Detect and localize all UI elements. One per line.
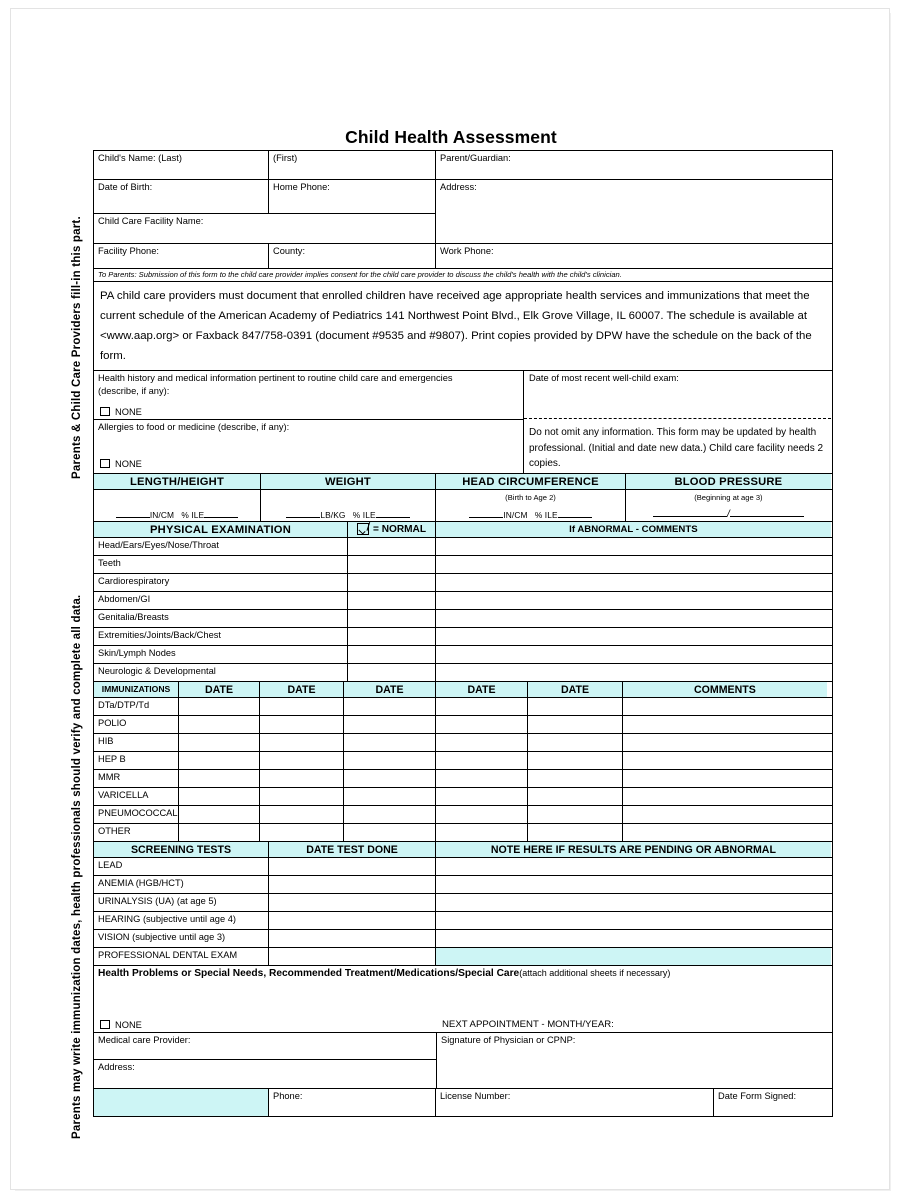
field-date-of-birth[interactable] <box>94 180 269 213</box>
immunization-date-2[interactable] <box>260 752 344 769</box>
immunization-date-1[interactable] <box>179 770 260 787</box>
table-row <box>94 592 832 610</box>
screening-label <box>94 894 269 911</box>
label-length-pct: % ILE <box>181 510 205 520</box>
table-row <box>94 788 832 806</box>
screening-label <box>94 930 269 947</box>
screening-date[interactable] <box>269 948 436 965</box>
label-medical-care-provider: Medical care Provider: <box>98 1035 191 1045</box>
field-length-height[interactable] <box>94 490 261 521</box>
document-page <box>10 8 890 1190</box>
label-license-number: License Number: <box>440 1091 511 1101</box>
bp-line <box>626 507 831 520</box>
cell-label: Teeth <box>98 558 121 568</box>
physical-exam-label <box>94 628 348 645</box>
table-row <box>94 628 832 646</box>
cell-label: PNEUMOCOCCAL <box>98 808 178 818</box>
header-imm-date-5: DATE <box>528 682 623 697</box>
header-imm-comments: COMMENTS <box>623 682 827 697</box>
header-imm-date-1: DATE <box>179 682 260 697</box>
label-health-history: Health history and medical information pertinent to routine child care and emergencies <box>98 373 453 383</box>
physical-exam-label <box>94 646 348 663</box>
page-title: Child Health Assessment <box>345 127 557 147</box>
immunization-date-3[interactable] <box>344 734 436 751</box>
physical-exam-comment-box[interactable] <box>436 592 831 609</box>
health-history-none[interactable] <box>100 407 142 417</box>
medical-care-provider-row <box>94 1033 436 1060</box>
do-not-omit-note: Do not omit any information. This form may be updated by health professional. (Initial and date new data.) Child care facility needs 2 copies. <box>529 427 824 469</box>
label-weight-pct: % ILE <box>352 510 376 520</box>
physical-exam-normal-box[interactable] <box>348 538 436 555</box>
physical-exam-normal-box[interactable] <box>348 646 436 663</box>
physical-exam-label <box>94 574 348 591</box>
cell-label: Abdomen/GI <box>98 594 151 604</box>
head-units-line <box>436 508 625 520</box>
label-home-phone: Home Phone: <box>273 182 330 192</box>
physical-exam-label <box>94 592 348 609</box>
label-length-units: IN/CM <box>149 510 175 520</box>
field-weight[interactable] <box>261 490 436 521</box>
cell-label: VISION (subjective until age 3) <box>98 932 226 942</box>
immunization-date-2[interactable] <box>260 734 344 751</box>
field-parent-guardian[interactable] <box>436 151 830 179</box>
label-date-of-birth: Date of Birth: <box>98 182 153 192</box>
immunization-date-3[interactable] <box>344 752 436 769</box>
header-weight: WEIGHT <box>261 474 436 489</box>
immunization-date-4[interactable] <box>436 734 528 751</box>
label-allergies-none: NONE <box>115 459 142 469</box>
identity-row-dob <box>94 180 435 214</box>
physical-exam-label <box>94 664 348 681</box>
label-facility-phone: Facility Phone: <box>98 246 159 256</box>
immunization-date-4[interactable] <box>436 716 528 733</box>
field-license-number[interactable] <box>436 1089 714 1116</box>
screening-date[interactable] <box>269 912 436 929</box>
immunization-label <box>94 788 179 805</box>
label-health-problems: Health Problems or Special Needs, Recommended Treatment/Medications/Special Care <box>98 968 520 979</box>
divider-dashed <box>524 418 831 419</box>
immunization-date-5[interactable] <box>528 698 623 715</box>
physical-exam-comment-box[interactable] <box>436 574 831 591</box>
immunization-date-2[interactable] <box>260 806 344 823</box>
screening-rows <box>94 858 832 966</box>
immunization-date-1[interactable] <box>179 698 260 715</box>
history-block <box>94 371 832 474</box>
cell-blank-cyan <box>94 1089 269 1116</box>
label-provider-address: Address: <box>98 1062 135 1072</box>
field-allergies[interactable] <box>94 420 523 473</box>
immunization-label <box>94 806 179 823</box>
physical-exam-comment-box[interactable] <box>436 628 831 645</box>
health-problems-none[interactable] <box>100 1020 142 1030</box>
field-facility-phone[interactable] <box>94 244 269 268</box>
screening-date[interactable] <box>269 876 436 893</box>
header-immunizations: IMMUNIZATIONS <box>94 682 179 697</box>
screening-note[interactable] <box>436 894 831 911</box>
label-health-problems-suffix: (attach additional sheets if necessary) <box>519 968 671 978</box>
header-date-test-done: DATE TEST DONE <box>269 842 436 857</box>
label-parent-guardian: Parent/Guardian: <box>440 153 511 163</box>
field-health-problems[interactable] <box>94 966 831 1032</box>
field-phone[interactable] <box>269 1089 436 1116</box>
immunization-comments[interactable] <box>623 806 827 823</box>
table-row <box>94 610 832 628</box>
screening-label <box>94 858 269 875</box>
immunization-date-2[interactable] <box>260 788 344 805</box>
table-row <box>94 734 832 752</box>
label-signature: Signature of Physician or CPNP: <box>441 1035 576 1045</box>
immunization-date-5[interactable] <box>528 788 623 805</box>
table-row <box>94 824 832 842</box>
cell-label: ANEMIA (HGB/HCT) <box>98 878 184 888</box>
table-row <box>94 876 832 894</box>
physical-exam-normal-box[interactable] <box>348 556 436 573</box>
cell-label: POLIO <box>98 718 127 728</box>
immunization-date-5[interactable] <box>528 770 623 787</box>
label-address: Address: <box>440 182 477 192</box>
immunization-date-5[interactable] <box>528 806 623 823</box>
header-abnormal-comments: If ABNORMAL - COMMENTS <box>436 522 831 537</box>
immunization-date-4[interactable] <box>436 770 528 787</box>
health-assessment-form <box>93 150 833 1117</box>
label-head-pct: % ILE <box>534 510 558 520</box>
to-parents-row <box>94 269 832 282</box>
immunization-date-4[interactable] <box>436 698 528 715</box>
immunization-date-3[interactable] <box>344 770 436 787</box>
label-next-appointment: NEXT APPOINTMENT - MONTH/YEAR: <box>442 1019 614 1030</box>
physical-exam-label <box>94 538 348 555</box>
immunization-date-1[interactable] <box>179 824 260 841</box>
label-facility-name: Child Care Facility Name: <box>98 216 204 226</box>
screening-date[interactable] <box>269 894 436 911</box>
field-work-phone[interactable] <box>436 244 830 268</box>
immunization-comments[interactable] <box>623 716 827 733</box>
physical-exam-rows <box>94 538 832 682</box>
immunization-date-4[interactable] <box>436 788 528 805</box>
length-units-line <box>94 508 260 520</box>
header-imm-date-3: DATE <box>344 682 436 697</box>
immunization-date-1[interactable] <box>179 734 260 751</box>
screening-label <box>94 876 269 893</box>
immunization-comments[interactable] <box>623 734 827 751</box>
identity-row-name <box>94 151 832 180</box>
screening-note[interactable] <box>436 858 831 875</box>
health-history-row <box>94 371 523 420</box>
header-note-pending-abnormal: NOTE HERE IF RESULTS ARE PENDING OR ABNORMAL <box>436 842 831 857</box>
physical-exam-header-row <box>94 522 832 538</box>
field-facility-name[interactable] <box>94 214 435 243</box>
header-length-height: LENGTH/HEIGHT <box>94 474 261 489</box>
label-health-history-sub: (describe, if any): <box>98 386 170 396</box>
table-row <box>94 716 832 734</box>
physical-exam-label <box>94 610 348 627</box>
field-child-name-last[interactable] <box>94 151 269 179</box>
cell-label: HIB <box>98 736 114 746</box>
cell-label: Neurologic & Developmental <box>98 666 216 676</box>
physical-exam-normal-box[interactable] <box>348 574 436 591</box>
physical-exam-normal-box[interactable] <box>348 592 436 609</box>
immunization-date-1[interactable] <box>179 752 260 769</box>
label-child-name-last: Child's Name: (Last) <box>98 153 182 163</box>
identity-block-middle <box>94 180 832 244</box>
immunization-label <box>94 824 179 841</box>
immunization-date-5[interactable] <box>528 824 623 841</box>
field-blood-pressure[interactable] <box>626 490 831 521</box>
screening-note[interactable] <box>436 912 831 929</box>
screening-label <box>94 912 269 929</box>
immunization-date-4[interactable] <box>436 752 528 769</box>
table-row <box>94 894 832 912</box>
checkbox-icon[interactable] <box>100 407 110 416</box>
immunizations-header-row <box>94 682 832 698</box>
cell-label: Genitalia/Breasts <box>98 612 169 622</box>
label-bp-separator: / <box>726 509 730 520</box>
measurements-values-row <box>94 490 832 522</box>
header-imm-date-4: DATE <box>436 682 528 697</box>
screening-header-row <box>94 842 832 858</box>
immunization-date-1[interactable] <box>179 716 260 733</box>
immunization-comments[interactable] <box>623 788 827 805</box>
header-head-circumference: HEAD CIRCUMFERENCE <box>436 474 626 489</box>
table-row <box>94 912 832 930</box>
physical-exam-comment-box[interactable] <box>436 610 831 627</box>
table-row <box>94 770 832 788</box>
screening-label <box>94 948 269 965</box>
table-row <box>94 806 832 824</box>
label-child-name-first: (First) <box>273 153 298 163</box>
immunization-label <box>94 698 179 715</box>
measurements-header-row <box>94 474 832 490</box>
field-child-name-first[interactable] <box>269 151 436 179</box>
cell-label: HEARING (subjective until age 4) <box>98 914 236 924</box>
physical-exam-comment-box[interactable] <box>436 556 831 573</box>
cell-label: MMR <box>98 772 121 782</box>
label-phone: Phone: <box>273 1091 303 1101</box>
physical-exam-comment-box[interactable] <box>436 538 831 555</box>
immunization-date-4[interactable] <box>436 806 528 823</box>
provider-address-row <box>94 1060 436 1088</box>
check-icon <box>357 523 369 535</box>
immunization-label <box>94 734 179 751</box>
allergies-row <box>94 420 523 473</box>
checkbox-icon[interactable] <box>100 459 110 468</box>
immunization-date-2[interactable] <box>260 824 344 841</box>
screening-date[interactable] <box>269 930 436 947</box>
physical-exam-comment-box[interactable] <box>436 646 831 663</box>
screening-date[interactable] <box>269 858 436 875</box>
immunization-label <box>94 716 179 733</box>
cell-label: Head/Ears/Eyes/Nose/Throat <box>98 540 219 550</box>
label-well-child-exam: Date of most recent well-child exam: <box>529 373 679 383</box>
immunization-date-2[interactable] <box>260 770 344 787</box>
field-county[interactable] <box>269 244 436 268</box>
side-label-top: Parents & Child Care Providers fill-in this part. <box>71 216 83 479</box>
aap-paragraph: PA child care providers must document that enrolled children have received age appropriate health services and immunizations that meet the current schedule of the American Academy of Pediatrics 141 Northwest Point Blvd., Elk Grove Village, IL 60007. The schedule is available at <www.aap.org> or Faxback 847/758-0391 (document #9535 and #9807). Print copies provided by DPW have the schedule on the back of the form. <box>100 290 812 362</box>
cell-label: Skin/Lymph Nodes <box>98 648 176 658</box>
screening-note[interactable] <box>436 876 831 893</box>
screening-note[interactable] <box>436 948 831 965</box>
header-physical-examination: PHYSICAL EXAMINATION <box>94 522 348 537</box>
label-normal: = NORMAL <box>373 524 426 535</box>
table-row <box>94 858 832 876</box>
weight-units-line <box>261 508 435 520</box>
label-none: NONE <box>115 407 142 417</box>
note-blood-pressure: (Beginning at age 3) <box>694 493 763 502</box>
header-normal-checkbox <box>348 522 436 537</box>
cell-label: DTa/DTP/Td <box>98 700 150 710</box>
to-parents-note: To Parents: Submission of this form to the child care provider implies consent for the child care provider to discuss the child's health with the child's clinician. <box>98 270 622 279</box>
side-label-bottom: Parents may write immunization dates, health professionals should verify and complete all data. <box>71 594 83 1139</box>
table-row <box>94 538 832 556</box>
health-problems-row <box>94 966 832 1033</box>
physical-exam-label <box>94 556 348 573</box>
physical-exam-normal-box[interactable] <box>348 610 436 627</box>
well-child-exam-cell[interactable] <box>524 371 831 473</box>
immunization-date-3[interactable] <box>344 824 436 841</box>
header-blood-pressure: BLOOD PRESSURE <box>626 474 831 489</box>
immunization-comments[interactable] <box>623 824 827 841</box>
field-medical-care-provider[interactable] <box>94 1033 436 1059</box>
label-weight-units: LB/KG <box>320 510 346 520</box>
label-allergies: Allergies to food or medicine (describe, if any): <box>98 422 290 432</box>
header-imm-date-2: DATE <box>260 682 344 697</box>
label-date-form-signed: Date Form Signed: <box>718 1091 797 1101</box>
table-row <box>94 698 832 716</box>
immunization-date-3[interactable] <box>344 806 436 823</box>
immunization-date-3[interactable] <box>344 698 436 715</box>
immunization-comments[interactable] <box>623 698 827 715</box>
physical-exam-normal-box[interactable] <box>348 664 436 681</box>
cell-label: URINALYSIS (UA) (at age 5) <box>98 896 217 906</box>
immunization-date-3[interactable] <box>344 716 436 733</box>
label-county: County: <box>273 246 306 256</box>
physical-exam-normal-box[interactable] <box>348 628 436 645</box>
cell-label: PROFESSIONAL DENTAL EXAM <box>98 950 238 960</box>
table-row <box>94 664 832 682</box>
immunization-date-3[interactable] <box>344 788 436 805</box>
table-row <box>94 574 832 592</box>
screening-note[interactable] <box>436 930 831 947</box>
field-head-circumference[interactable] <box>436 490 626 521</box>
immunization-comments[interactable] <box>623 752 827 769</box>
physical-exam-comment-box[interactable] <box>436 664 831 681</box>
checkbox-icon[interactable] <box>100 1020 110 1029</box>
label-work-phone: Work Phone: <box>440 246 494 256</box>
immunization-label <box>94 752 179 769</box>
table-row <box>94 752 832 770</box>
cell-label: LEAD <box>98 860 123 870</box>
immunization-date-5[interactable] <box>528 734 623 751</box>
cell-label: Cardiorespiratory <box>98 576 170 586</box>
label-none: NONE <box>115 1020 142 1030</box>
immunization-label <box>94 770 179 787</box>
note-head-circumference: (Birth to Age 2) <box>505 493 556 502</box>
field-date-form-signed[interactable] <box>714 1089 831 1116</box>
allergies-none[interactable] <box>100 459 142 469</box>
cell-label: Extremities/Joints/Back/Chest <box>98 630 221 640</box>
immunization-date-2[interactable] <box>260 716 344 733</box>
immunization-date-5[interactable] <box>528 716 623 733</box>
aap-paragraph-row <box>94 282 832 371</box>
immunization-date-4[interactable] <box>436 824 528 841</box>
header-screening-tests: SCREENING TESTS <box>94 842 269 857</box>
table-row <box>94 646 832 664</box>
field-address[interactable] <box>436 180 830 243</box>
field-provider-address[interactable] <box>94 1060 436 1088</box>
field-signature[interactable] <box>437 1033 831 1088</box>
immunization-date-1[interactable] <box>179 806 260 823</box>
table-row <box>94 948 832 966</box>
identity-row-facility-phone <box>94 244 832 269</box>
cell-label: VARICELLA <box>98 790 149 800</box>
immunization-date-2[interactable] <box>260 698 344 715</box>
cell-label: OTHER <box>98 826 131 836</box>
bottom-row <box>94 1089 832 1116</box>
field-home-phone[interactable] <box>269 180 435 213</box>
field-health-history[interactable] <box>94 371 523 419</box>
table-row <box>94 556 832 574</box>
immunization-date-5[interactable] <box>528 752 623 769</box>
provider-block <box>94 1033 832 1089</box>
label-head-units: IN/CM <box>503 510 528 520</box>
immunization-rows <box>94 698 832 842</box>
immunization-comments[interactable] <box>623 770 827 787</box>
table-row <box>94 930 832 948</box>
immunization-date-1[interactable] <box>179 788 260 805</box>
identity-row-facility-name <box>94 214 435 243</box>
cell-label: HEP B <box>98 754 126 764</box>
